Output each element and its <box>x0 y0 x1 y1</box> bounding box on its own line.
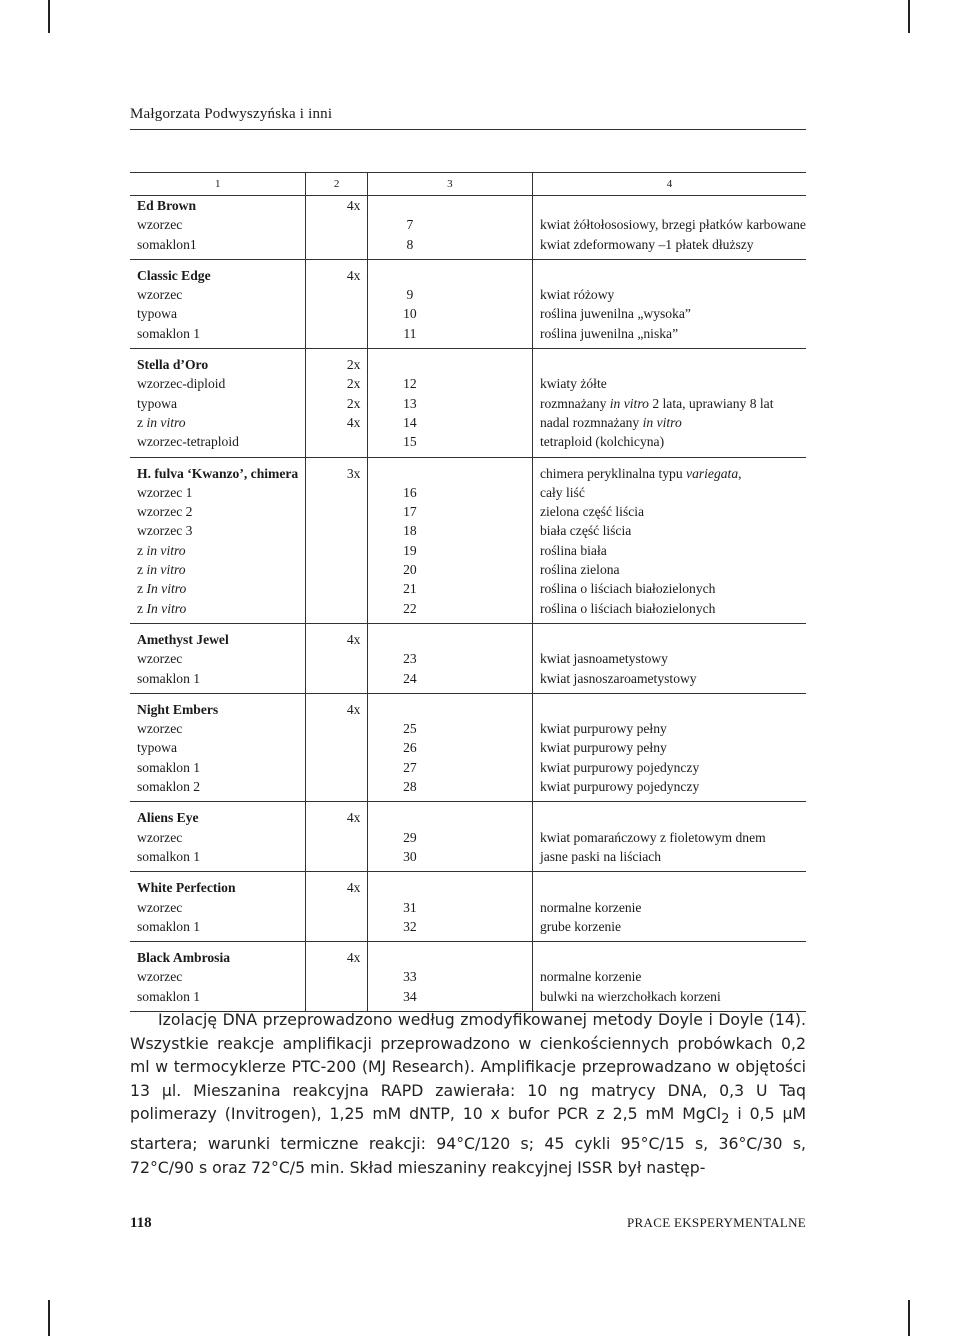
cell-description: normalne korzenie <box>532 967 806 986</box>
cell-description: biała część liścia <box>532 521 806 540</box>
table-row <box>130 502 806 521</box>
column-header: 3 <box>367 173 532 196</box>
cell-ploidy <box>306 649 367 668</box>
cell-ploidy <box>306 235 367 260</box>
cell-sample-number: 25 <box>367 719 532 738</box>
table-row <box>130 898 806 917</box>
table-row <box>130 259 806 285</box>
table-row <box>130 828 806 847</box>
cell-sample-number: 8 <box>367 235 532 260</box>
cell-clone-name: wzorzec <box>137 969 183 985</box>
table-row <box>130 394 806 413</box>
cell-description <box>532 693 806 719</box>
cell-ploidy: 2x <box>306 374 367 393</box>
cell-ploidy <box>306 738 367 757</box>
cell-description: zielona część liścia <box>532 502 806 521</box>
cell-sample-number: 33 <box>367 967 532 986</box>
cell-sample-number: 31 <box>367 898 532 917</box>
cell-clone-name <box>130 599 306 624</box>
table-row <box>130 649 806 668</box>
cell-sample-number: 28 <box>367 777 532 802</box>
cell-ploidy <box>306 758 367 777</box>
cell-ploidy: 4x <box>306 196 367 216</box>
subscript: 2 <box>721 1112 730 1128</box>
cell-ploidy <box>306 847 367 872</box>
cell-description: kwiat żółtołososiowy, brzegi płatków karbowane <box>532 215 806 234</box>
cell-ploidy <box>306 599 367 624</box>
cell-text-italic: in vitro <box>642 414 682 430</box>
cell-text-italic: in vitro <box>146 414 186 430</box>
cell-clone-name: somaklon 1 <box>130 324 306 349</box>
cell-text-italic: In vitro <box>146 600 187 616</box>
crop-mark-bottom-right <box>908 1300 910 1336</box>
cell-clone-name: wzorzec <box>137 721 183 737</box>
cell-sample-number: 14 <box>367 413 532 432</box>
cell-clone-name: wzorzec-diploid <box>137 376 226 392</box>
cell-clone-name <box>130 413 306 432</box>
table-row <box>130 599 806 624</box>
cell-ploidy <box>306 432 367 457</box>
cell-text-italic: variegata <box>686 465 739 481</box>
table-row <box>130 457 806 483</box>
cell-text: , <box>738 465 742 481</box>
table-row <box>130 374 806 393</box>
table-row <box>130 758 806 777</box>
cell-clone-name: Amethyst Jewel <box>137 631 229 647</box>
cell-sample-number: 12 <box>367 374 532 393</box>
cell-description <box>532 394 806 413</box>
cell-ploidy <box>306 967 367 986</box>
table-row <box>130 579 806 598</box>
table-row <box>130 196 806 216</box>
cell-text: rozmnażany <box>539 395 610 411</box>
cell-description: kwiat różowy <box>532 285 806 304</box>
cell-clone-name: wzorzec <box>137 899 183 915</box>
cell-clone-name: typowa <box>137 740 178 756</box>
cell-description <box>532 196 806 216</box>
cell-text: z <box>137 414 147 430</box>
body-paragraph <box>130 1008 806 1179</box>
cell-ploidy: 2x <box>306 349 367 375</box>
cell-ploidy <box>306 898 367 917</box>
cell-clone-name: White Perfection <box>137 880 236 896</box>
cell-ploidy <box>306 215 367 234</box>
cell-clone-name: Aliens Eye <box>137 810 199 826</box>
cell-description: grube korzenie <box>532 917 806 942</box>
cell-description: kwiat purpurowy pełny <box>532 738 806 757</box>
table-row <box>130 942 806 968</box>
cell-description: roślina zielona <box>532 560 806 579</box>
cell-sample-number <box>367 259 532 285</box>
data-table <box>130 172 806 1012</box>
cell-text: nadal rozmnażany <box>539 414 643 430</box>
cell-description <box>532 457 806 483</box>
paragraph-text: Izolację DNA przeprowadzono według zmodyfikowanej metody Doyle i Doyle (14). Wszystkie reakcje amplifikacji przeprowadzono w cienkościennych probówkach 0,2 ml w termocyklerze PTC-200 (MJ Research). Amplifikacje przeprowadzano w objętości 13 µl. Mieszanina reakcyjna RAPD zawierała: 10 ng matrycy DNA, 0,3 U Taq polimerazy (Invitrogen), 1,25 mM dNTP, 10 x bufor PCR z 2,5 mM MgCl <box>130 1010 806 1124</box>
table-header-row <box>130 173 806 196</box>
cell-description: kwiat jasnoszaroametystowy <box>532 669 806 694</box>
cell-sample-number: 21 <box>367 579 532 598</box>
cell-description: roślina o liściach białozielonych <box>532 579 806 598</box>
cell-description: roślina biała <box>532 541 806 560</box>
cell-sample-number: 9 <box>367 285 532 304</box>
cell-clone-name <box>130 579 306 598</box>
cell-sample-number: 16 <box>367 483 532 502</box>
cell-sample-number: 32 <box>367 917 532 942</box>
crop-mark-top-right <box>908 0 910 33</box>
cell-description <box>532 802 806 828</box>
cell-description: roślina juwenilna „wysoka” <box>532 304 806 323</box>
cell-description <box>532 872 806 898</box>
cell-sample-number: 24 <box>367 669 532 694</box>
cell-sample-number: 17 <box>367 502 532 521</box>
table-row <box>130 324 806 349</box>
cell-ploidy: 4x <box>306 259 367 285</box>
cell-sample-number: 18 <box>367 521 532 540</box>
column-header: 1 <box>130 173 306 196</box>
cell-ploidy: 4x <box>306 802 367 828</box>
cell-sample-number: 27 <box>367 758 532 777</box>
cell-ploidy: 4x <box>306 693 367 719</box>
table-row <box>130 917 806 942</box>
cell-clone-name: wzorzec 2 <box>137 504 193 520</box>
table-row <box>130 777 806 802</box>
cell-clone-name: wzorzec 3 <box>137 523 193 539</box>
cell-sample-number <box>367 693 532 719</box>
cell-description: roślina o liściach białozielonych <box>532 599 806 624</box>
cell-description: kwiat jasnoametystowy <box>532 649 806 668</box>
cell-clone-name: Night Embers <box>137 701 219 717</box>
cell-clone-name: somaklon 2 <box>130 777 306 802</box>
cell-ploidy <box>306 579 367 598</box>
cell-sample-number: 34 <box>367 987 532 1012</box>
cell-ploidy <box>306 304 367 323</box>
cell-clone-name: Classic Edge <box>137 267 211 283</box>
cell-clone-name: somaklon 1 <box>137 759 201 775</box>
cell-ploidy <box>306 560 367 579</box>
cell-description: kwiat purpurowy pojedynczy <box>532 777 806 802</box>
table-row <box>130 693 806 719</box>
cell-text-italic: in vitro <box>146 562 186 578</box>
cell-text-italic: in vitro <box>146 542 186 558</box>
cell-description: normalne korzenie <box>532 898 806 917</box>
cell-sample-number <box>367 623 532 649</box>
cell-description <box>532 623 806 649</box>
cell-ploidy <box>306 324 367 349</box>
cell-ploidy <box>306 917 367 942</box>
cell-text: z <box>137 542 147 558</box>
cell-sample-number <box>367 872 532 898</box>
cell-sample-number <box>367 802 532 828</box>
cell-sample-number: 30 <box>367 847 532 872</box>
cell-ploidy <box>306 502 367 521</box>
cell-clone-name: somalkon 1 <box>130 847 306 872</box>
cell-sample-number <box>367 457 532 483</box>
cell-clone-name: wzorzec <box>137 651 183 667</box>
table-row <box>130 738 806 757</box>
cell-sample-number: 13 <box>367 394 532 413</box>
cell-description: kwiat pomarańczowy z fioletowym dnem <box>532 828 806 847</box>
table-row <box>130 872 806 898</box>
cell-clone-name: wzorzec <box>137 217 183 233</box>
cell-ploidy <box>306 828 367 847</box>
cell-ploidy: 4x <box>306 413 367 432</box>
cell-description: jasne paski na liściach <box>532 847 806 872</box>
cell-text: 2 lata, uprawiany 8 lat <box>648 395 774 411</box>
cell-clone-name: wzorzec 1 <box>137 484 193 500</box>
cell-text-italic: in vitro <box>609 395 649 411</box>
table-row <box>130 967 806 986</box>
table-row <box>130 304 806 323</box>
cell-clone-name: typowa <box>137 306 178 322</box>
cell-clone-name: somaklon 1 <box>130 917 306 942</box>
running-head: Małgorzata Podwyszyńska i inni <box>130 106 806 130</box>
column-header: 4 <box>532 173 806 196</box>
column-header: 2 <box>306 173 367 196</box>
cell-sample-number <box>367 942 532 968</box>
cell-ploidy: 4x <box>306 942 367 968</box>
cell-clone-name: wzorzec <box>137 287 183 303</box>
cell-clone-name: somaklon 1 <box>130 669 306 694</box>
cell-clone-name <box>130 560 306 579</box>
table-row <box>130 847 806 872</box>
table-row <box>130 285 806 304</box>
table-row <box>130 623 806 649</box>
cell-description: cały liść <box>532 483 806 502</box>
cell-sample-number: 22 <box>367 599 532 624</box>
cell-ploidy: 3x <box>306 457 367 483</box>
cell-ploidy <box>306 285 367 304</box>
cell-ploidy <box>306 483 367 502</box>
cell-clone-name: somaklon1 <box>130 235 306 260</box>
cell-sample-number: 15 <box>367 432 532 457</box>
table-row <box>130 483 806 502</box>
cell-clone-name: somaklon 1 <box>130 987 306 1012</box>
cell-description: tetraploid (kolchicyna) <box>532 432 806 457</box>
crop-mark-top-left <box>48 0 50 33</box>
cell-ploidy <box>306 669 367 694</box>
table-row <box>130 215 806 234</box>
cell-sample-number <box>367 196 532 216</box>
table-row <box>130 521 806 540</box>
cell-clone-name <box>130 541 306 560</box>
cell-description: bulwki na wierzchołkach korzeni <box>532 987 806 1012</box>
cell-sample-number: 10 <box>367 304 532 323</box>
cell-text: z <box>137 581 147 597</box>
table-row <box>130 802 806 828</box>
crop-mark-bottom-left <box>48 1300 50 1336</box>
cell-clone-name: wzorzec <box>137 829 183 845</box>
cell-text: z <box>137 562 147 578</box>
cell-clone-name: Ed Brown <box>137 198 197 213</box>
cell-description <box>532 413 806 432</box>
cell-text: chimera peryklinalna typu <box>539 465 687 481</box>
table-row <box>130 349 806 375</box>
table-row <box>130 719 806 738</box>
cell-description: kwiat purpurowy pojedynczy <box>532 758 806 777</box>
cell-sample-number: 23 <box>367 649 532 668</box>
cell-ploidy <box>306 719 367 738</box>
cell-description <box>532 942 806 968</box>
table-row <box>130 235 806 260</box>
cell-sample-number: 11 <box>367 324 532 349</box>
table-row <box>130 560 806 579</box>
table-row <box>130 541 806 560</box>
cell-clone-name: typowa <box>137 395 178 411</box>
cell-ploidy: 2x <box>306 394 367 413</box>
cell-clone-name: Stella d’Oro <box>137 357 209 373</box>
cell-sample-number: 26 <box>367 738 532 757</box>
cell-text: z <box>137 600 147 616</box>
table-row <box>130 432 806 457</box>
cell-ploidy <box>306 521 367 540</box>
cell-sample-number: 29 <box>367 828 532 847</box>
cell-clone-name: wzorzec-tetraploid <box>130 432 306 457</box>
cell-sample-number <box>367 349 532 375</box>
table-row <box>130 669 806 694</box>
cell-description: kwiat zdeformowany –1 płatek dłuższy <box>532 235 806 260</box>
cell-sample-number: 20 <box>367 560 532 579</box>
cell-description <box>532 349 806 375</box>
cell-description: kwiat purpurowy pełny <box>532 719 806 738</box>
cell-ploidy <box>306 541 367 560</box>
page-number: 118 <box>130 1215 152 1231</box>
cell-ploidy <box>306 777 367 802</box>
cell-description <box>532 259 806 285</box>
cell-sample-number: 7 <box>367 215 532 234</box>
section-name: PRACE EKSPERYMENTALNE <box>627 1215 806 1230</box>
table-body <box>130 196 806 1012</box>
cell-ploidy: 4x <box>306 872 367 898</box>
cell-description: kwiaty żółte <box>532 374 806 393</box>
cell-description: roślina juwenilna „niska” <box>532 324 806 349</box>
cell-clone-name: H. fulva ‘Kwanzo’, chimera <box>137 465 299 481</box>
table-row <box>130 413 806 432</box>
paragraph-text: i 0,5 µM startera; warunki termiczne reakcji: 94°C/120 s; 45 cykli 95°C/15 s, 36°C/30 s, 72°C/90 s oraz 72°C/5 min. Skład mieszaniny reakcyjnej ISSR był następ- <box>130 1104 806 1177</box>
cell-ploidy: 4x <box>306 623 367 649</box>
cell-sample-number: 19 <box>367 541 532 560</box>
cell-clone-name: Black Ambrosia <box>137 950 231 966</box>
cell-text-italic: In vitro <box>146 581 187 597</box>
